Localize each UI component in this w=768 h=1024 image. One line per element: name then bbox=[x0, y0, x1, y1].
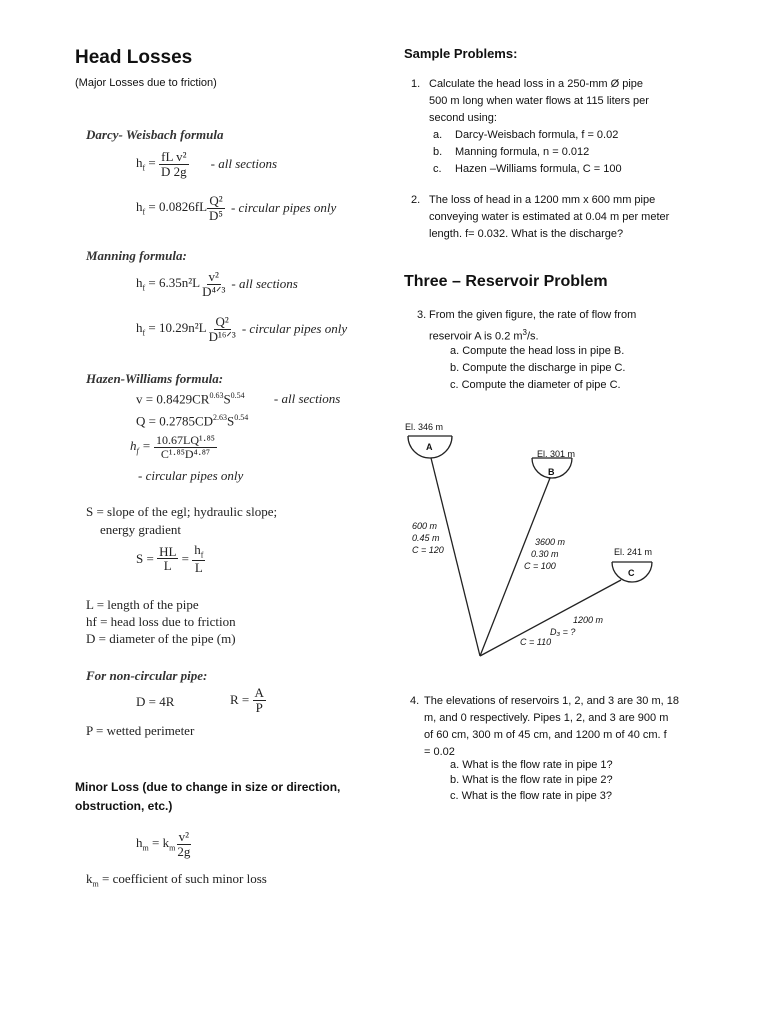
hazen-equation-velocity: $v = 0.8429CR^{0.63}S^{0.54}$ - all sections bbox=[136, 391, 341, 407]
page-subtitle: (Major Losses due to friction) bbox=[75, 77, 217, 89]
def-length: L = length of the pipe bbox=[86, 597, 199, 612]
def-headloss: hf = head loss due to friction bbox=[86, 614, 236, 629]
reservoir-c-label: C bbox=[628, 568, 635, 578]
manning-equation-circular: $h_f = 10.29n^2L$ $\frac{\text{Q²}}{\text{D¹⁶ᐟ³}}$ - circular pipes only bbox=[136, 314, 348, 344]
slope-definition-line2: energy gradient bbox=[100, 522, 181, 537]
manning-heading: Manning formula: bbox=[86, 248, 187, 263]
problem-1-number: 1. bbox=[411, 78, 421, 90]
reservoir-b-elevation: El. 301 m bbox=[537, 449, 576, 459]
problem-2-number: 2. bbox=[411, 194, 421, 206]
darcy-note-circular: - circular pipes only bbox=[230, 200, 337, 216]
darcy-equation-general bbox=[136, 150, 277, 178]
darcy-lhs: $h_f$ = bbox=[136, 155, 160, 173]
problem-1-item-a: a. Darcy-Weisbach formula, f = 0.02 bbox=[433, 129, 619, 141]
reservoir-a-elevation: El. 346 m bbox=[405, 422, 444, 432]
slope-equation: S = $\frac{HL}{L}$ = $\frac{h_f}{L}$ bbox=[136, 542, 204, 575]
hazen-equation-headloss: $h_f$ = $\frac{\text{10.67LQ¹·⁸⁵}}{\text{C¹·⁸⁵D⁴·⁸⁷}}$ bbox=[130, 433, 215, 461]
slope-definition-line1: S = slope of the egl; hydraulic slope; bbox=[86, 504, 278, 519]
pipe-a bbox=[431, 458, 480, 656]
darcy-heading: Darcy- Weisbach formula bbox=[86, 127, 224, 142]
hazen-note-all: - all sections bbox=[273, 391, 341, 407]
darcy-fraction: $\frac{\text{fL v²}}{D 2g}$ bbox=[161, 149, 187, 179]
pipe-c-coefficient: C = 110 bbox=[520, 637, 552, 647]
problem-3-item-c: c. Compute the diameter of pipe C. bbox=[450, 379, 621, 391]
problem-1-item-c: c. Hazen –Williams formula, C = 100 bbox=[433, 163, 622, 175]
def-diameter: D = diameter of the pipe (m) bbox=[86, 631, 236, 646]
pipe-c-diameter: D₃ = ? bbox=[550, 627, 576, 637]
problem-3-number: 3. bbox=[417, 309, 427, 321]
hazen-heading: Hazen-Williams formula: bbox=[86, 371, 224, 386]
problem-4-item-c: c. What is the flow rate in pipe 3? bbox=[450, 790, 613, 802]
problem-3-item-b: b. Compute the discharge in pipe C. bbox=[450, 362, 626, 374]
pipe-c-length: 1200 m bbox=[573, 615, 604, 625]
problem-4-number: 4. bbox=[410, 695, 420, 707]
hazen-equation-discharge: $Q = 0.2785CD^{2.63}S^{0.54}$ bbox=[136, 413, 249, 429]
pipe-a-length: 600 m bbox=[412, 521, 438, 531]
three-reservoir-figure bbox=[400, 410, 760, 670]
reservoir-c-elevation: El. 241 m bbox=[614, 547, 653, 557]
problem-2-text: The loss of head in a 1200 mm x 600 mm pipe conveying water is estimated at 0.04 m per meter length. f= 0.032. What is the discharge? bbox=[429, 194, 670, 240]
page-title: Head Losses bbox=[75, 47, 193, 68]
manning-note-circular: - circular pipes only bbox=[241, 321, 348, 337]
problem-1-text: Calculate the head loss in a 250-mm Ø pipe 500 m long when water flows at 115 liters per second using: bbox=[429, 78, 649, 124]
reservoir-a-label: A bbox=[426, 442, 433, 452]
manning-equation-general: $h_f = 6.35n^2L$ $\frac{\text{v²}}{\text{D⁴ᐟ³}}$ - all sections bbox=[136, 269, 298, 299]
noncircular-diameter-eq: D = 4R bbox=[136, 694, 175, 709]
sample-problems-heading: Sample Problems: bbox=[404, 46, 518, 61]
pipe-b-diameter: 0.30 m bbox=[531, 549, 559, 559]
minor-loss-heading: Minor Loss (due to change in size or direction, obstruction, etc.) bbox=[75, 780, 341, 813]
reservoir-b-label: B bbox=[548, 467, 555, 477]
def-minor-coefficient: $k_m$ = coefficient of such minor loss bbox=[86, 871, 267, 889]
three-reservoir-heading: Three – Reservoir Problem bbox=[404, 273, 608, 290]
problem-4-text: The elevations of reservoirs 1, 2, and 3 are 30 m, 18 m, and 0 respectively. Pipes 1, 2, and 3 are 900 m of 60 cm, 300 m of 45 cm, and 1200 m of 40 cm. f = 0.02 bbox=[424, 695, 679, 758]
darcy-circular-fraction: $\frac{\text{Q²}}{\text{D⁵}}$ bbox=[209, 193, 223, 223]
pipe-a-coefficient: C = 120 bbox=[412, 545, 444, 555]
problem-4-item-a: a. What is the flow rate in pipe 1? bbox=[450, 759, 613, 771]
noncircular-radius-eq: R = $\frac{A}{P}$ bbox=[230, 685, 264, 715]
pipe-b-length: 3600 m bbox=[535, 537, 566, 547]
hazen-note-circular: - circular pipes only bbox=[138, 468, 244, 483]
problem-3-text: From the given figure, the rate of flow from reservoir A is 0.2 $m^3/s$. bbox=[429, 309, 637, 343]
noncircular-heading: For non-circular pipe: bbox=[86, 668, 208, 683]
manning-note-all: - all sections bbox=[231, 276, 298, 292]
pipe-a-diameter: 0.45 m bbox=[412, 533, 440, 543]
minor-loss-equation: $h_m = k_m$ $\frac{\text{v²}}{2g}$ bbox=[136, 829, 191, 859]
problem-1-item-b: b. Manning formula, n = 0.012 bbox=[433, 146, 590, 158]
pipe-b-coefficient: C = 100 bbox=[524, 561, 556, 571]
darcy-note-all: - all sections bbox=[210, 156, 278, 172]
darcy-equation-circular: $h_f = 0.0826fL$ $\frac{\text{Q²}}{\text{D⁵}}$ - circular pipes only bbox=[136, 193, 337, 223]
def-wetted-perimeter: P = wetted perimeter bbox=[86, 723, 195, 738]
problem-4-item-b: b. What is the flow rate in pipe 2? bbox=[450, 774, 613, 786]
problem-3-item-a: a. Compute the head loss in pipe B. bbox=[450, 345, 625, 357]
